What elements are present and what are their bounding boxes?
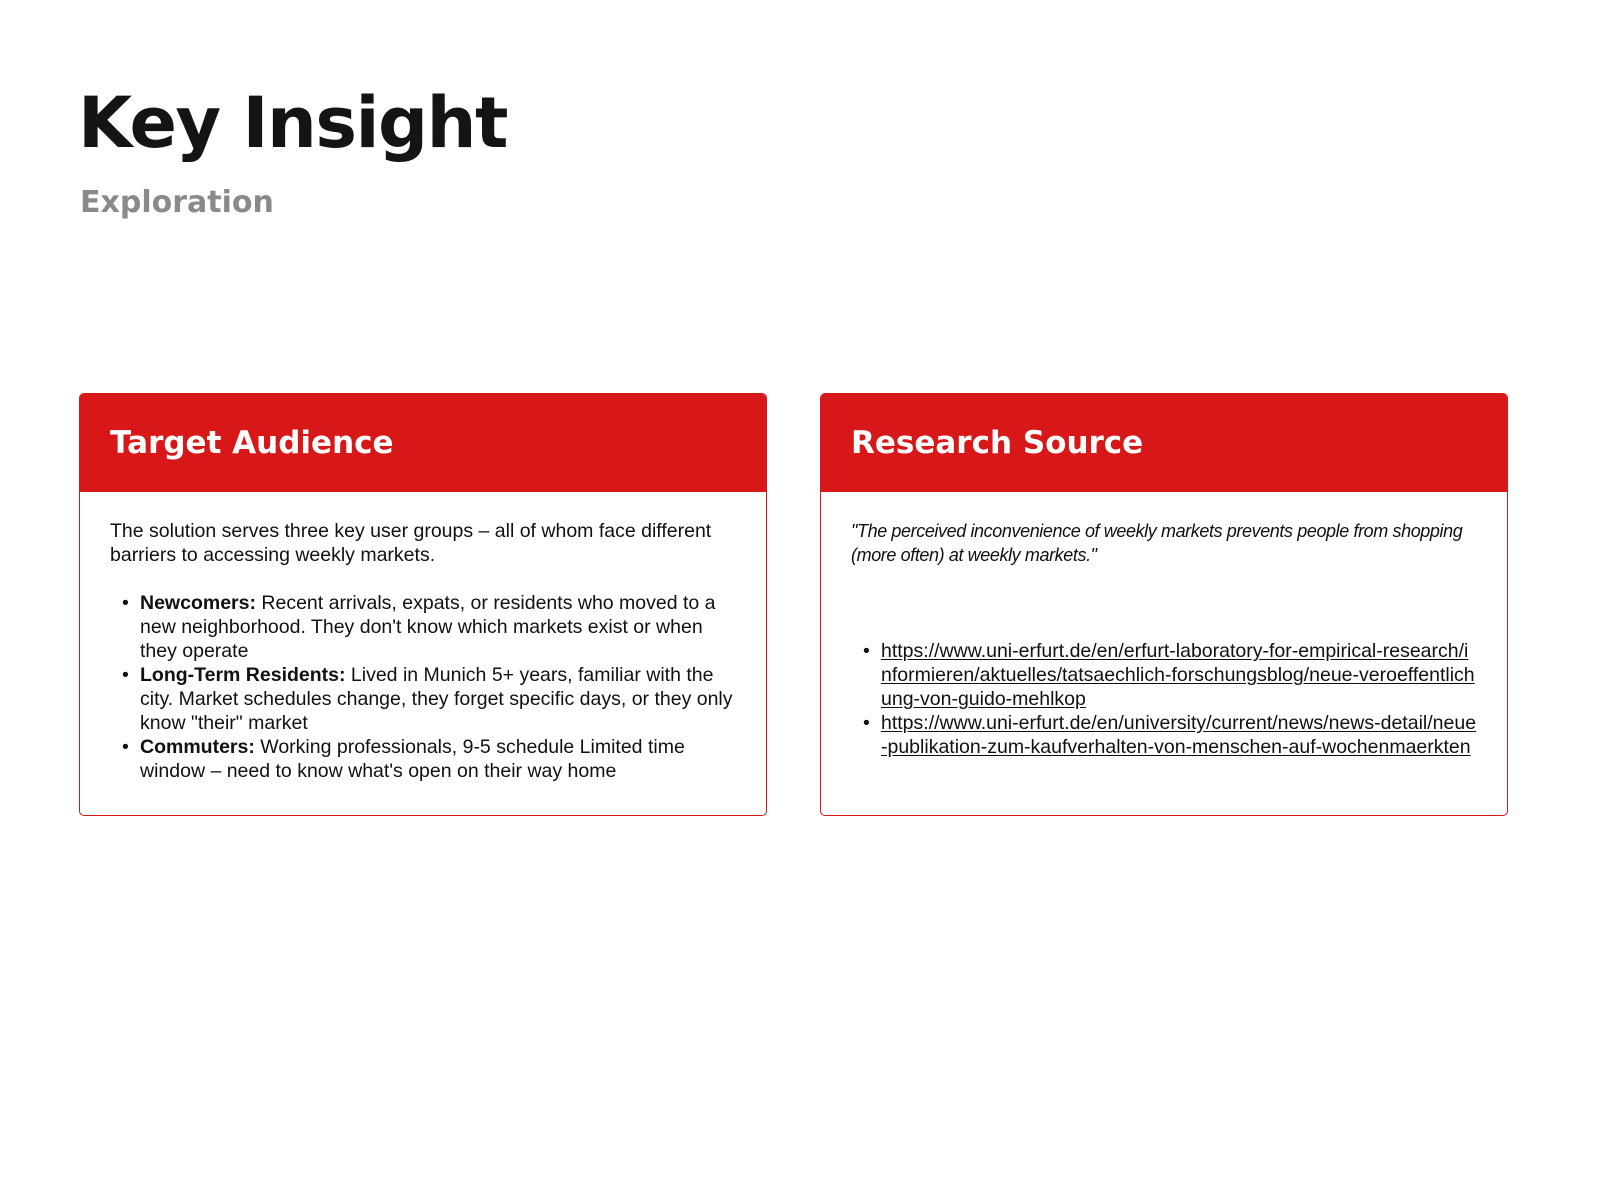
target-audience-card <box>79 393 767 816</box>
research-quote: "The perceived inconvenience of weekly markets prevents people from shopping (more often) at weekly markets." <box>851 521 1463 565</box>
target-audience-body <box>80 492 766 783</box>
user-group-description: Working professionals, 9-5 schedule Limited time window – need to know what's open on their way home <box>140 736 685 782</box>
source-link-news-detail[interactable]: https://www.uni-erfurt.de/en/university/current/news/news-detail/neue-publikation-zum-kaufverhalten-von-menschen-auf-wochenmaerkten <box>881 712 1477 758</box>
user-group-term: Newcomers: <box>140 592 256 614</box>
user-group-list <box>110 591 738 783</box>
bullet-icon: • <box>863 712 870 734</box>
user-group-item-newcomers <box>110 591 738 663</box>
research-source-header <box>821 394 1507 492</box>
source-link-list <box>851 639 1479 759</box>
page-subtitle: Exploration <box>80 185 274 220</box>
user-group-description: Recent arrivals, expats, or residents who moved to a new neighborhood. They don't know which markets exist or when they operate <box>140 592 716 662</box>
user-group-term: Long-Term Residents: <box>140 664 346 686</box>
research-source-body <box>821 492 1507 759</box>
target-audience-intro: The solution serves three key user groups – all of whom face different barriers to accessing weekly markets. <box>110 520 712 566</box>
research-source-card <box>820 393 1508 816</box>
source-link-erfurt-laboratory[interactable]: https://www.uni-erfurt.de/en/erfurt-laboratory-for-empirical-research/informieren/aktuelles/tatsaechlich-forschungsblog/neue-veroeffentlichung-von-guido-mehlkop <box>881 640 1475 710</box>
user-group-item-long-term-residents <box>110 663 738 735</box>
bullet-icon: • <box>122 664 129 686</box>
target-audience-title: Target Audience <box>110 424 394 461</box>
page-title: Key Insight <box>78 82 507 164</box>
user-group-item-commuters <box>110 735 738 783</box>
bullet-icon: • <box>122 592 129 614</box>
bullet-icon: • <box>122 736 129 758</box>
research-source-title: Research Source <box>851 424 1144 461</box>
target-audience-header <box>80 394 766 492</box>
user-group-term: Commuters: <box>140 736 255 758</box>
source-link-item <box>851 639 1479 711</box>
bullet-icon: • <box>863 640 870 662</box>
source-link-item <box>851 711 1479 759</box>
user-group-description: Lived in Munich 5+ years, familiar with the city. Market schedules change, they forget specific days, or they only know "their" market <box>140 664 733 734</box>
